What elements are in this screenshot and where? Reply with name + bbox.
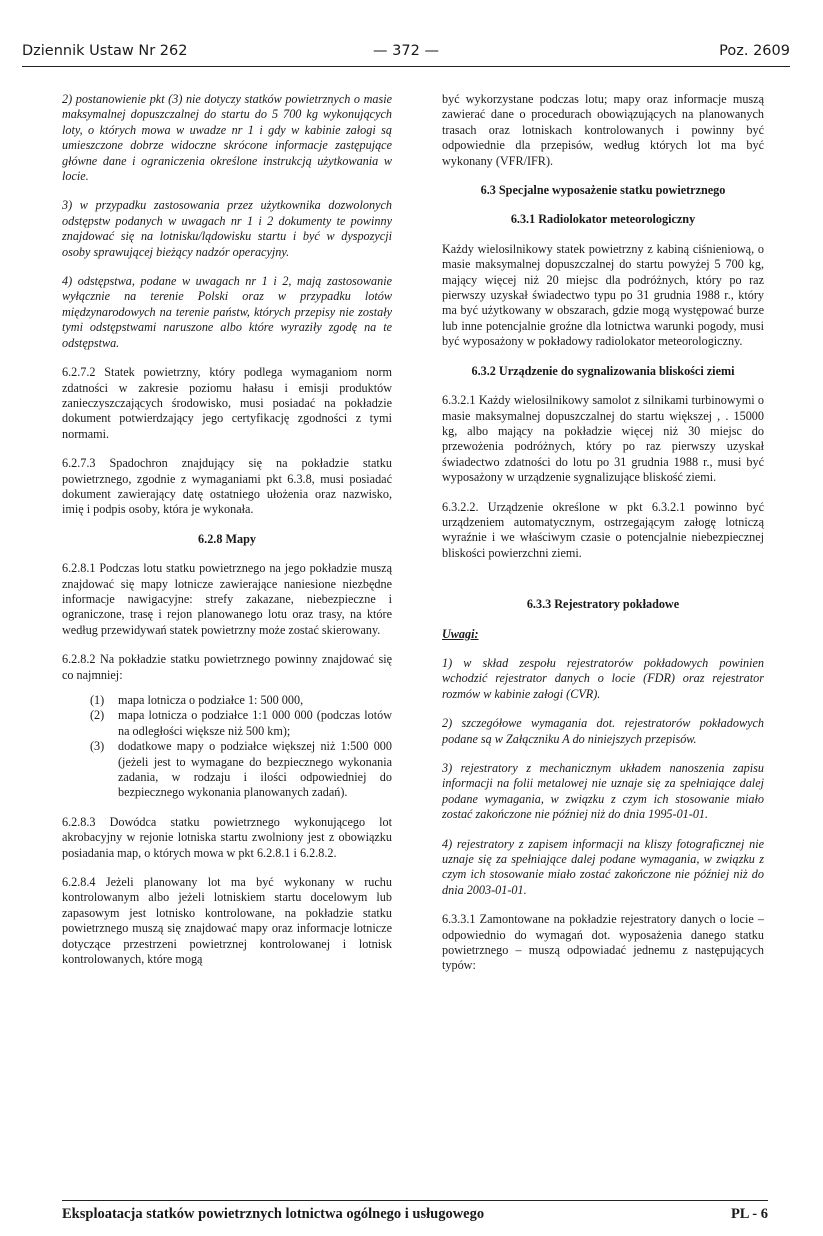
paragraph-continuation: być wykorzystane podczas lotu; mapy oraz informacje muszą zawierać dane o procedurach obowiązujących na planowanych trasach oraz lotniskach kontrolowanych i powinny być odpowiednie dla przepisów, według których lot ma być wykonany (VFR/IFR). xyxy=(442,92,764,168)
position-number: Poz. 2609 xyxy=(719,43,790,59)
right-column xyxy=(442,92,764,988)
list-item xyxy=(90,693,392,708)
header-divider xyxy=(22,66,790,67)
note-2: 2) postanowienie pkt (3) nie dotyczy statków powietrznych o masie maksymalnej dopuszczalnej do startu do 5 700 kg wykonujących loty, o których mowa w uwadze nr 1 i gdy w kabinie załogi są umieszczone dobrze widoczne skrócone informacje zastępujące główne dane i ograniczenia określone instrukcją użytkowania w locie. xyxy=(62,92,392,184)
paragraph-6-2-7-2: 6.2.7.2 Statek powietrzny, który podlega wymaganiom norm zdatności w zakresie poziomu hałasu i emisji produktów zanieczyszczających środowisko, musi posiadać na pokładzie dokument potwierdzający jego certyfikację zgodności z tymi normami. xyxy=(62,365,392,441)
note-3: 3) w przypadku zastosowania przez użytkownika dozwolonych odstępstw podanych w uwagach nr 1 i 2 dokumenty te powinny znajdować się na lotnisku/lądowisku startu i być w dyspozycji osoby sprawującej bieżący nadzór operacyjny. xyxy=(62,198,392,259)
list-item xyxy=(90,739,392,801)
paragraph-6-2-8-1: 6.2.8.1 Podczas lotu statku powietrznego na jego pokładzie muszą znajdować się mapy lotnicze zawierające naniesione niezbędne informacje nawigacyjne: strefy zakazane, niebezpieczne i ograniczone, trasę i rejon planowanego lotu oraz trasy, na które według przewidywań statek powietrzny może zostać skierowany. xyxy=(62,561,392,637)
journal-title: Dziennik Ustaw Nr 262 xyxy=(22,43,188,59)
paragraph-6-3-2-2: 6.3.2.2. Urządzenie określone w pkt 6.3.2.1 powinno być urządzeniem automatycznym, ostrzegającym załogę lotniczą wyraźnie i we właściwym czasie o potencjalnie niebezpiecznej bliskości powierzchni ziemi. xyxy=(442,499,764,560)
section-heading-6-3-2: 6.3.2 Urządzenie do sygnalizowania bliskości ziemi xyxy=(471,363,735,378)
section-heading-6-3-3: 6.3.3 Rejestratory pokładowe xyxy=(526,597,680,612)
paragraph-6-2-7-3: 6.2.7.3 Spadochron znajdujący się na pokładzie statku powietrznego, zgodnie z wymaganiami pkt 6.3.8, musi posiadać dokument zawierający datę ostatniego ułożenia oraz nazwisko, imię i podpis osoby, która je wykonała. xyxy=(62,456,392,517)
maps-list xyxy=(62,693,392,801)
notes-label: Uwagi: xyxy=(442,626,479,641)
left-column xyxy=(62,92,392,982)
section-heading-6-2-8: 6.2.8 Mapy xyxy=(198,531,256,546)
paragraph-6-2-8-4: 6.2.8.4 Jeżeli planowany lot ma być wykonany w ruchu kontrolowanym albo jeżeli lotniskiem startu docelowym lub zapasowym jest lotnisko kontrolowane, na pokładzie statku powietrznego muszą się znajdować mapy oraz informacje lotnicze dotyczące przestrzeni powietrznej kontrolowanej i lotnisk kontrolowanych, które mogą xyxy=(62,875,392,967)
paragraph-6-2-8-3: 6.2.8.3 Dowódca statku powietrznego wykonującego lot akrobacyjny w rejonie lotniska startu zwolniony jest z obowiązku posiadania map, o których mowa w pkt 6.2.8.1 i 6.2.8.2. xyxy=(62,814,392,860)
paragraph-6-2-8-2: 6.2.8.2 Na pokładzie statku powietrznego powinny znajdować się co najmniej: xyxy=(62,652,392,682)
paragraph-6-3-1: Każdy wielosilnikowy statek powietrzny z kabiną ciśnieniową, o masie maksymalnej dopuszczalnej do startu powyżej 5 700 kg, mający więcej niż 20 miejsc dla podróżnych, który po raz pierwszy uzyskał świadectwo typu po 31 grudnia 1988 r., który ma być użytkowany w obszarach, gdzie mogą występować burze lub inne potencjalnie groźne dla lotnictwa warunki pogody, musi być wyposażony w pokładowy radiolokator meteorologiczny. xyxy=(442,241,764,349)
paragraph-6-3-3-1: 6.3.3.1 Zamontowane na pokładzie rejestratory danych o locie – odpowiednio do wymagań dot. wyposażenia danego statku powietrznego – muszą odpowiadać jednemu z następujących typów: xyxy=(442,912,764,973)
footer-title: Eksploatacja statków powietrznych lotnictwa ogólnego i usługowego xyxy=(62,1206,485,1222)
remark-1: 1) w skład zespołu rejestratorów pokładowych powinien wchodzić rejestrator danych o locie (FDR) oraz rejestrator rozmów w kabinie załogi (CVR). xyxy=(442,655,764,701)
remark-4: 4) rejestratory z zapisem informacji na kliszy fotograficznej nie uznaje się za spełniające dalej podane wymagania, w związku z czym ich stosowanie miało zostać zakończone nie później niż do dnia 2003-01-01. xyxy=(442,836,764,897)
footer-divider xyxy=(62,1200,768,1201)
remark-3: 3) rejestratory z mechanicznym układem nanoszenia zapisu informacji na folii metalowej nie uznaje się za spełniające dalej podane wymagania, w związku z czym ich stosowanie miało zostać zakończone nie później niż do dnia 1995-01-01. xyxy=(442,761,764,822)
section-spacer xyxy=(442,575,764,597)
list-item xyxy=(90,708,392,739)
list-item-number: (2) xyxy=(90,708,105,723)
list-item-number: (1) xyxy=(90,693,105,707)
page-header xyxy=(22,43,790,67)
list-item-number: (3) xyxy=(90,739,105,754)
section-heading-6-3: 6.3 Specjalne wyposażenie statku powietrznego xyxy=(480,183,726,198)
paragraph-6-3-2-1: 6.3.2.1 Każdy wielosilnikowy samolot z silnikami turbinowymi o masie maksymalnej dopuszczalnej do startu większej , . 15000 kg, albo mający na pokładzie więcej niż 30 miejsc do przewożenia podróżnych, który po raz pierwszy uzyskał świadectwo zdatności do lotu po 31 grudnia 1988 r., musi być wyposażony w urządzenie sygnalizujące bliskość ziemi. xyxy=(442,393,764,485)
footer-page-code: PL - 6 xyxy=(730,1206,768,1222)
list-item-text: mapa lotnicza o podziałce 1:1 000 000 (podczas lotów na odległości większe niż 500 km); xyxy=(118,708,392,738)
list-item-text: mapa lotnicza o podziałce 1: 500 000, xyxy=(118,693,304,707)
section-heading-6-3-1: 6.3.1 Radiolokator meteorologiczny xyxy=(510,212,696,227)
remark-2: 2) szczegółowe wymagania dot. rejestratorów pokładowych podane są w Załączniku A do niniejszych przepisów. xyxy=(442,716,764,746)
note-4: 4) odstępstwa, podane w uwagach nr 1 i 2, mają zastosowanie wyłącznie na terenie Polski oraz w przypadku lotów międzynarodowych na terenie państw, których przepisy nie zostały tymi odstępstwami naruszone albo które wyraziły zgodę na te odstępstwa. xyxy=(62,274,392,350)
page-number: — 372 — xyxy=(373,43,439,59)
list-item-text: dodatkowe mapy o podziałce większej niż 1:500 000 (jeżeli jest to wymagane do bezpiecznego wykonania zadania, w rodzaju i ilości odpowiedniej do bezpiecznego wykonania planowanych zadań). xyxy=(118,739,392,800)
